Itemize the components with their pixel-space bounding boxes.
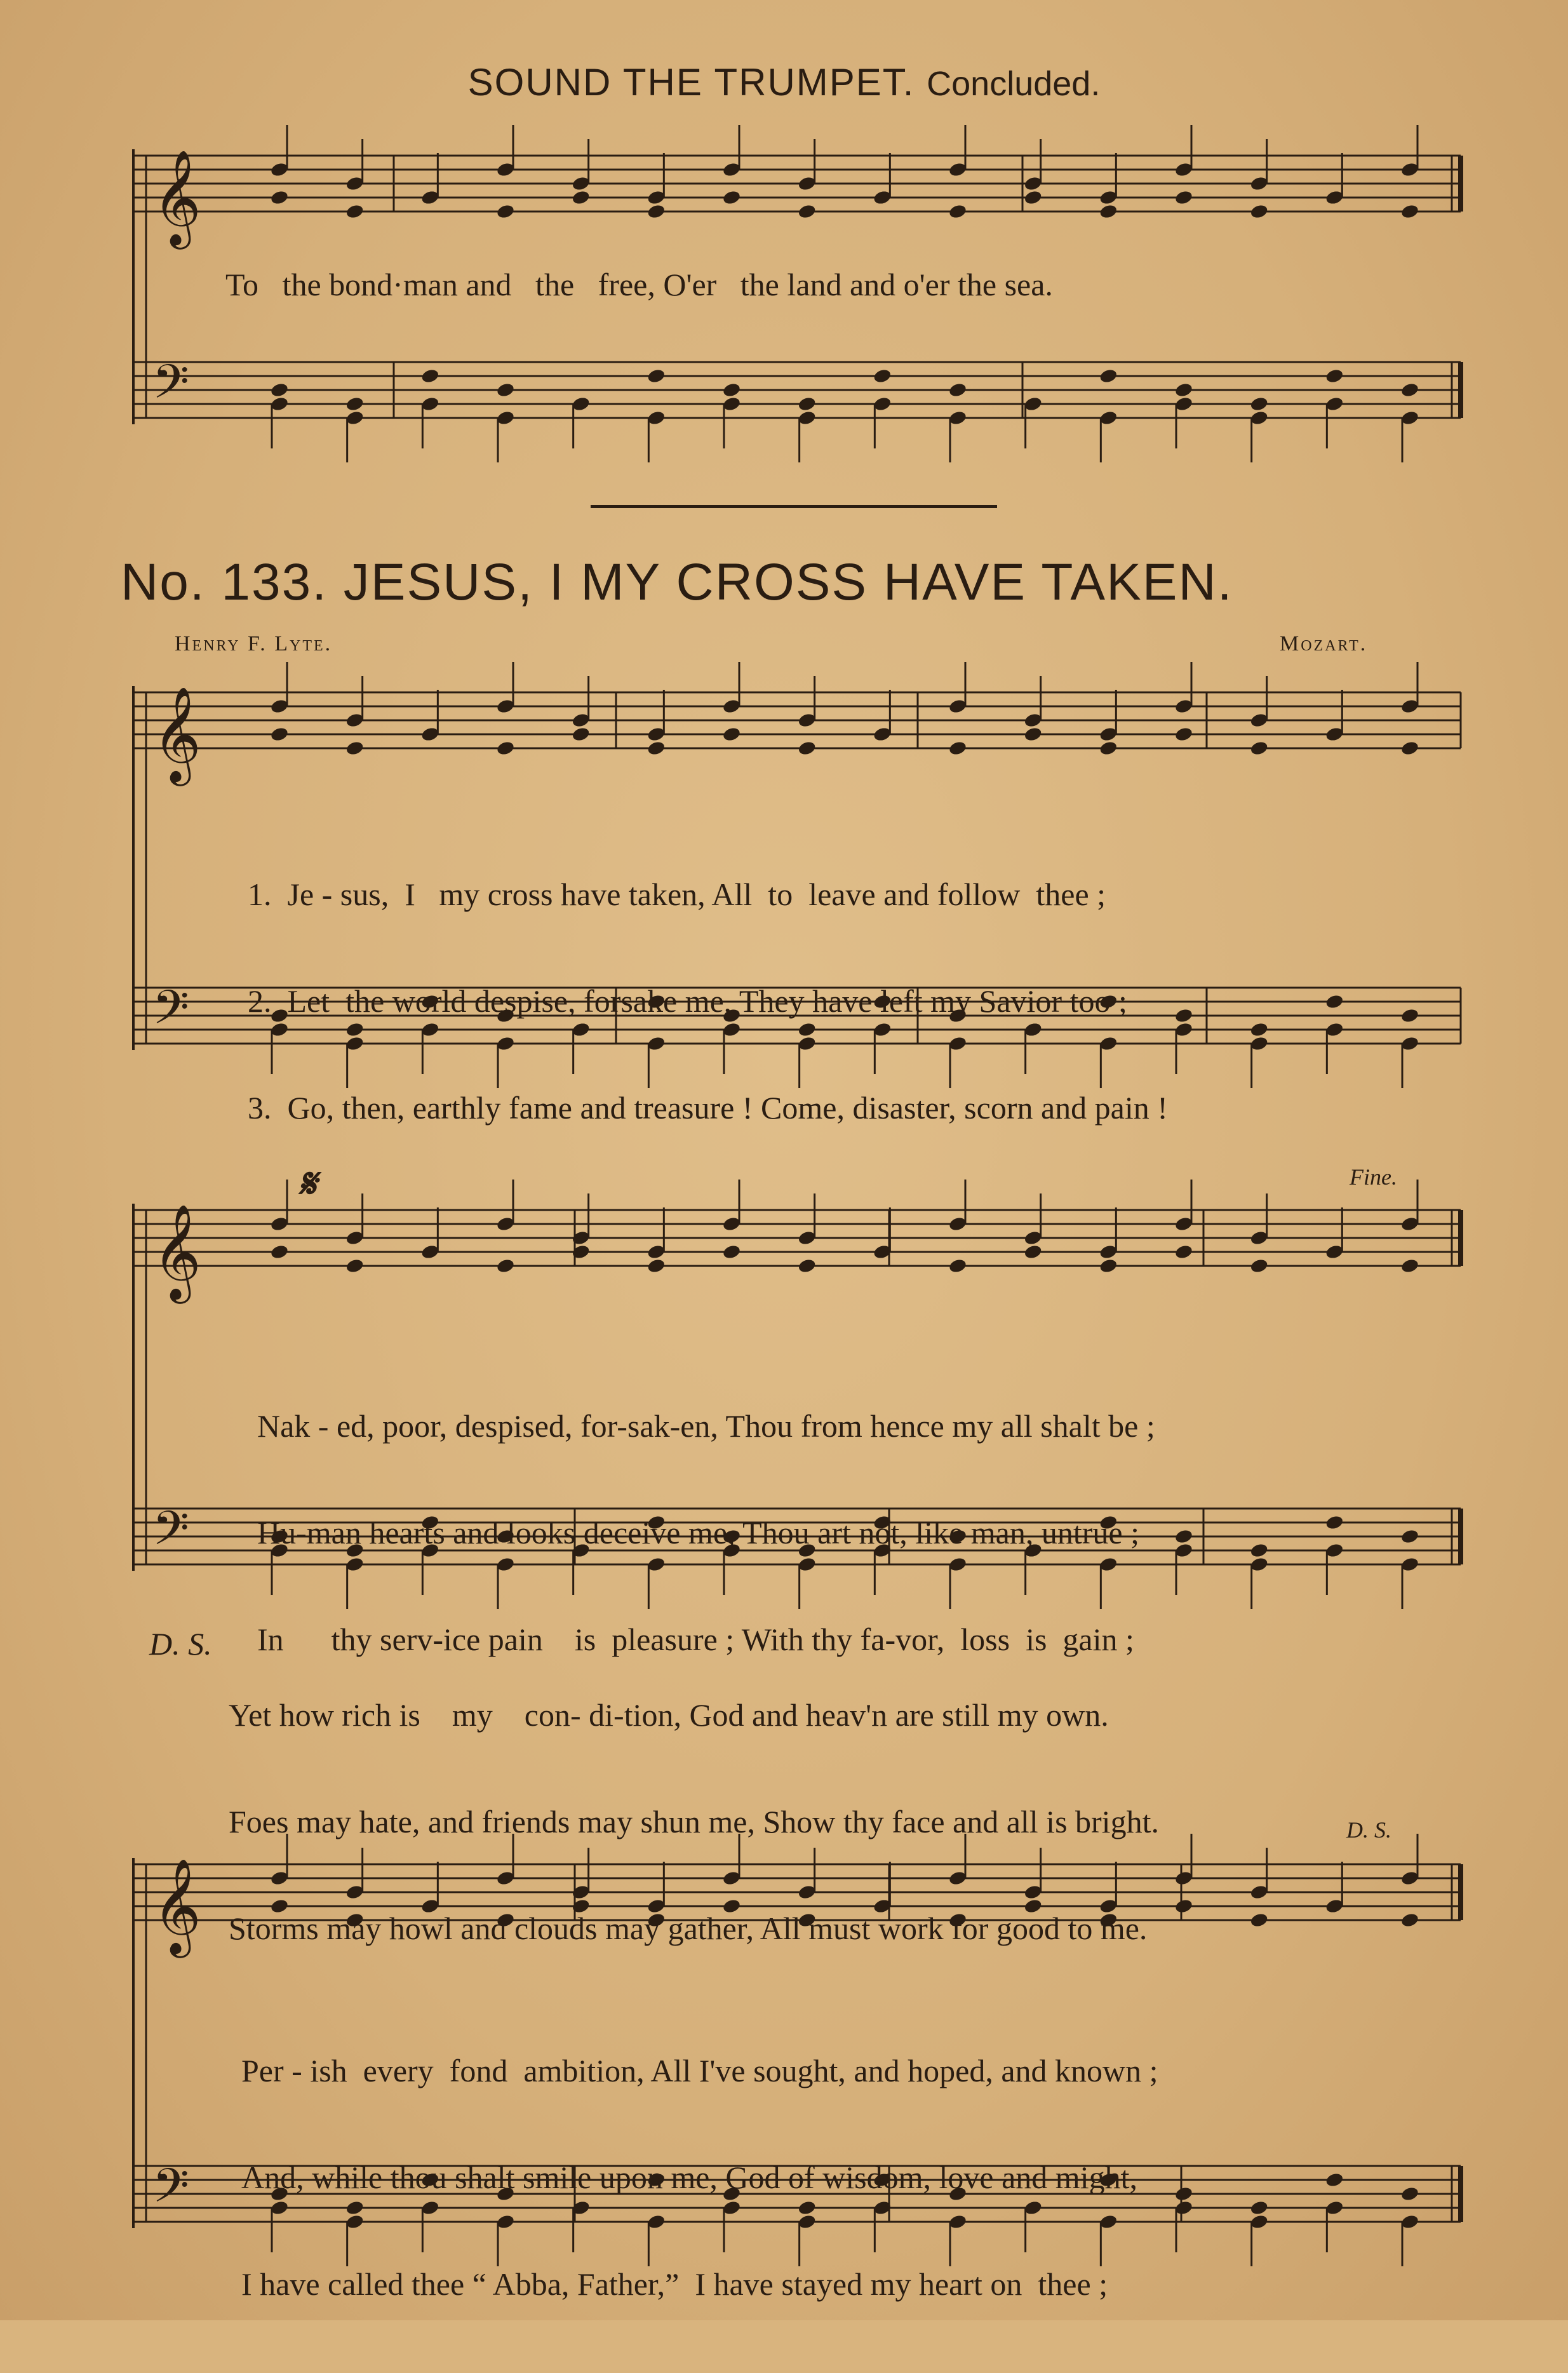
note-head — [1249, 1021, 1269, 1038]
song-title — [121, 553, 1233, 612]
note-head — [948, 203, 968, 220]
note-head — [1023, 189, 1043, 206]
note-head — [1249, 203, 1269, 220]
note-head — [1400, 2186, 1420, 2202]
note-head — [948, 740, 968, 756]
note-head — [1174, 382, 1194, 398]
note-head — [1400, 382, 1420, 398]
note-head — [647, 1258, 666, 1274]
bass-clef-icon: 𝄢 — [152, 2158, 189, 2225]
section-divider — [591, 505, 997, 508]
note-head — [1249, 740, 1269, 756]
lyric-line: And, while thou shalt smile upon me, God of wisdom, love and might, — [241, 2160, 1137, 2195]
note-head — [1174, 1007, 1194, 1024]
note-head — [1249, 2200, 1269, 2216]
lyric-line: In thy serv-ice pain is pleasure ; With thy fa-vor, loss is gain ; — [257, 1622, 1134, 1657]
note-head — [1400, 1007, 1420, 1024]
song-name: JESUS, I MY CROSS HAVE TAKEN. — [343, 553, 1233, 611]
lyric-line: Per - ish every fond ambition, All I've sought, and hoped, and known ; — [241, 2053, 1158, 2088]
note-head — [1099, 740, 1118, 756]
note-head — [1174, 1898, 1194, 1914]
lyric-line: 1. Je - sus, I my cross have taken, All to leave and follow thee ; — [248, 877, 1106, 912]
treble-clef-icon: 𝄞 — [152, 685, 201, 782]
lyric-line: Nak - ed, poor, despised, for-sak-en, Thou from hence my all shalt be ; — [257, 1408, 1155, 1444]
verse-lyrics-system-3 — [241, 1982, 1158, 2373]
lyric-line: Hu-man hearts and looks deceive me, Thou art not, like man, untrue ; — [257, 1515, 1139, 1550]
note-head — [948, 382, 968, 398]
ds-marker: D. S. — [1346, 1817, 1391, 1843]
prev-song-lyric: To the bond·man and the free, O'er the land and o'er the sea. — [225, 267, 1053, 302]
note-head — [1249, 1258, 1269, 1274]
note-head — [1174, 189, 1194, 206]
ds-lyrics — [229, 1626, 1159, 2017]
note-head — [722, 189, 742, 206]
note-head — [647, 203, 666, 220]
note-head — [722, 1244, 742, 1260]
lyric-line: 3. Go, then, earthly fame and treasure ! Come, disaster, scorn and pain ! — [248, 1090, 1168, 1126]
note-head — [1099, 1258, 1118, 1274]
note-head — [1249, 1542, 1269, 1559]
treble-clef-icon: 𝄞 — [152, 149, 201, 245]
song-number: No. 133. — [121, 553, 328, 611]
note-head — [1325, 368, 1344, 384]
note-head — [797, 740, 817, 756]
note-head — [797, 203, 817, 220]
note-head — [1099, 203, 1118, 220]
note-head — [873, 368, 892, 384]
bass-clef-icon: 𝄢 — [152, 1501, 189, 1568]
note-head — [1325, 1514, 1344, 1531]
prev-song-concluded: Concluded. — [927, 65, 1101, 103]
note-head — [1249, 1912, 1269, 1928]
note-head — [1174, 1528, 1194, 1545]
note-head — [420, 368, 440, 384]
note-head — [571, 726, 591, 743]
segno-icon: 𝄋 — [298, 1160, 316, 1207]
note-head — [722, 726, 742, 743]
bass-clef-icon: 𝄢 — [152, 354, 189, 421]
note-head — [270, 189, 290, 206]
note-head — [797, 396, 817, 412]
note-head — [722, 382, 742, 398]
author-credit: Henry F. Lyte. — [175, 632, 333, 655]
note-head — [1400, 740, 1420, 756]
note-head — [797, 1258, 817, 1274]
note-head — [345, 740, 365, 756]
note-head — [1023, 726, 1043, 743]
note-head — [1325, 993, 1344, 1010]
note-head — [1174, 726, 1194, 743]
note-head — [270, 726, 290, 743]
prev-song-title: SOUND THE TRUMPET. — [467, 61, 915, 104]
note-head — [1174, 2186, 1194, 2202]
note-head — [647, 368, 666, 384]
treble-clef-icon: 𝄞 — [152, 1203, 201, 1300]
note-head — [496, 1258, 516, 1274]
note-head — [1325, 2172, 1344, 2188]
note-head — [1023, 1244, 1043, 1260]
bass-clef-icon: 𝄢 — [152, 980, 189, 1047]
note-head — [496, 382, 516, 398]
lyric-line: Storms may howl and clouds may gather, All must work for good to me. — [229, 1911, 1148, 1946]
lyric-line: Yet how rich is my con- di-tion, God and heav'n are still my own. — [229, 1697, 1109, 1733]
note-head — [496, 740, 516, 756]
note-head — [1400, 1528, 1420, 1545]
note-head — [1174, 1244, 1194, 1260]
lyric-line: Foes may hate, and friends may shun me, Show thy face and all is bright. — [229, 1804, 1159, 1839]
lyric-line: 2. Let the world despise, forsake me, They have left my Savior too ; — [248, 983, 1127, 1019]
note-head — [1400, 203, 1420, 220]
note-head — [270, 1244, 290, 1260]
note-head — [571, 189, 591, 206]
note-head — [948, 1258, 968, 1274]
note-head — [345, 396, 365, 412]
note-head — [345, 203, 365, 220]
note-head — [270, 382, 290, 398]
fine-marker: Fine. — [1350, 1164, 1397, 1190]
composer-credit: Mozart. — [1280, 632, 1368, 655]
note-head — [1400, 1912, 1420, 1928]
note-head — [345, 1258, 365, 1274]
verse-lyrics-system-1 — [248, 805, 1168, 1197]
ds-prefix: D. S. — [149, 1626, 212, 1662]
note-head — [1400, 1258, 1420, 1274]
note-head — [647, 740, 666, 756]
note-head — [496, 203, 516, 220]
lyric-line: I have called thee “ Abba, Father,” I have stayed my heart on thee ; — [241, 2266, 1108, 2302]
note-head — [1099, 368, 1118, 384]
treble-clef-icon: 𝄞 — [152, 1857, 201, 1954]
note-head — [1249, 396, 1269, 412]
